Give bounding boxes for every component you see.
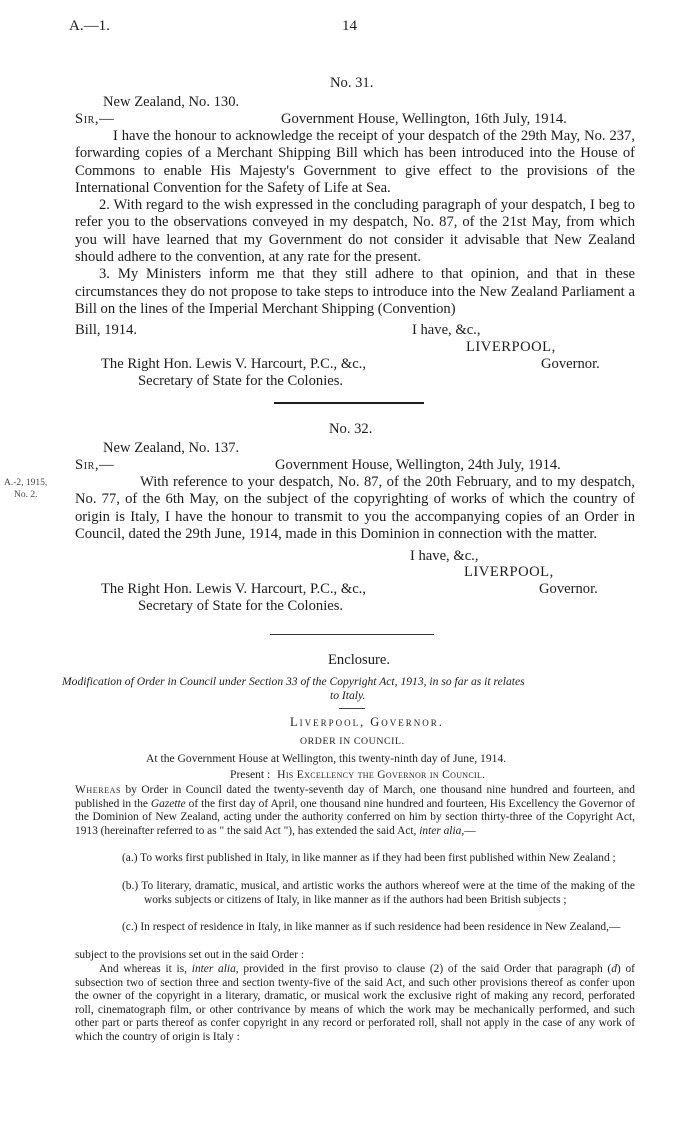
despatch-31-place-date: Government House, Wellington, 16th July, 1914. <box>281 111 567 127</box>
despatch-31-salutation: Sir,— <box>75 111 115 127</box>
gazette-word: Gazette <box>150 797 186 810</box>
despatch-32-salutation: Sir,— <box>75 457 115 473</box>
clause-a-label: (a.) <box>122 852 138 864</box>
section-divider-thick <box>274 402 424 404</box>
place-line: At the Government House at Wellington, this twenty-ninth day of June, 1914. <box>146 752 507 765</box>
margin-note-line-1: A.-2, 1915, <box>4 478 48 488</box>
despatch-31-body <box>75 128 635 318</box>
despatch-32-paragraph: With reference to your despatch, No. 87, of the 20th February, and to my despatch, No. 77, of the 6th May, on the subject of the copyrighting of works of which the country of origin is Italy, I have the honour to transmit to you the accompanying copies of an Order in Council, dated the 29th June, 1914, made in this Dominion in connection with the matter. <box>75 474 635 542</box>
whereas-lead: Whereas <box>75 784 122 796</box>
page-number: 14 <box>342 18 357 34</box>
despatch-31-reference: New Zealand, No. 130. <box>103 94 240 110</box>
clause-b-label: (b.) <box>122 880 139 892</box>
despatch-32-signature-title: Governor. <box>539 581 598 597</box>
despatch-31-signature: LIVERPOOL, <box>466 339 556 355</box>
second-text-a: And whereas it is, <box>99 963 192 975</box>
despatch-32-reference: New Zealand, No. 137. <box>103 440 240 456</box>
second-text-c: ) of subsection two of section three and section twenty-five of the said Act, and such other provisions thereof as confer upon the owner of the copyright in a literary, dramatic, or musical work the exclusive right of making any record, perforated roll, cinematograph film, or other contrivance by means of which the work may be mechanically performed, and such other part or parts thereof as confer copyright in any record or perforated roll, shall not apply in the case of any work of which the country of origin is Italy : <box>75 963 635 1043</box>
despatch-32-place-date: Government House, Wellington, 24th July, 1914. <box>275 457 561 473</box>
clause-c-label: (c.) <box>122 921 138 933</box>
governor-line: Liverpool, Governor. <box>290 715 444 729</box>
despatch-31-paragraph-2: 2. With regard to the wish expressed in the concluding paragraph of your despatch, I beg to refer you to the observations conveyed in my despatch, No. 87, of the 21st May, from which you will have learned that my Government do not consider it advisable that New Zealand should adhere to the convention, at any rate for the present. <box>75 197 635 266</box>
inter-alia: inter alia <box>419 824 462 837</box>
margin-note-line-2: No. 2. <box>14 490 38 500</box>
despatch-32-body <box>75 474 635 543</box>
despatch-32-addressee: The Right Hon. Lewis V. Harcourt, P.C., &c., <box>101 581 366 597</box>
margin-note <box>4 477 47 501</box>
clause-a-text: To works first published in Italy, in like manner as if they had been first published within New Zealand ; <box>140 852 616 864</box>
enclosure-subtitle-line-1: Modification of Order in Council under Section 33 of the Copyright Act, 1913, in so far as it relates <box>62 675 525 688</box>
second-paragraph-d: d <box>611 963 617 975</box>
whereas-text-c: ,— <box>461 824 476 837</box>
despatch-31-last-line: Bill, 1914. <box>75 322 138 338</box>
second-inter-alia: inter alia <box>191 963 236 975</box>
clause-c <box>122 921 635 935</box>
page-ref: A.—1. <box>69 18 110 34</box>
despatch-32-signature: LIVERPOOL, <box>464 564 554 580</box>
whereas-text-a: by Order in Council dated the twenty-seventh day of March, one thousand nine hundred and fourteen, and published in the <box>75 784 635 810</box>
second-text-b: , provided in the first proviso to clause (2) of the said Order that paragraph ( <box>235 963 612 975</box>
present-line <box>230 768 485 781</box>
despatch-31-closing: I have, &c., <box>412 322 481 338</box>
clause-c-text: In respect of residence in Italy, in like manner as if such residence had been residence in New Zealand,— <box>140 921 621 933</box>
enclosure-short-rule <box>339 708 365 709</box>
despatch-31-paragraph-1: I have the honour to acknowledge the receipt of your despatch of the 29th May, No. 237, forwarding copies of a Merchant Shipping Bill which has been introduced into the House of Commons to enable His Majesty's Government to give effect to the provisions of the International Convention for the Safety of Life at Sea. <box>75 128 635 196</box>
clause-a <box>122 852 635 866</box>
whereas-text-b: of the first day of April, one thousand nine hundred and fourteen, His Excellency the Governor of the Dominion of New Zealand, acting under the authority conferred on him by section thirty-three of the Copyright Act, 1913 (hereinafter referred to as " the said Act "), has extended the said Act, <box>75 797 635 837</box>
subject-line: subject to the provisions set out in the said Order : <box>75 949 305 961</box>
enclosure-subtitle-line-2: to Italy. <box>330 689 366 702</box>
present-label: Present : <box>230 768 271 781</box>
second-whereas-paragraph <box>75 963 635 1045</box>
despatch-32-closing: I have, &c., <box>410 548 479 564</box>
clause-b-text: To literary, dramatic, musical, and artistic works the authors whereof were at the time of the making of the works subjects or citizens of Italy, in like manner as if the authors had been British subjects ; <box>141 880 635 906</box>
despatch-32-addressee-title: Secretary of State for the Colonies. <box>138 598 344 614</box>
despatch-31-addressee-title: Secretary of State for the Colonies. <box>138 373 344 389</box>
clause-b <box>122 880 635 907</box>
whereas-paragraph <box>75 784 635 838</box>
despatch-31-number: No. 31. <box>330 75 374 91</box>
despatch-31-addressee: The Right Hon. Lewis V. Harcourt, P.C., &c., <box>101 356 366 372</box>
section-divider-thin <box>270 634 434 635</box>
despatch-32-number: No. 32. <box>329 421 373 437</box>
despatch-31-signature-title: Governor. <box>541 356 600 372</box>
enclosure-heading: Enclosure. <box>328 652 391 668</box>
order-title: ORDER IN COUNCIL. <box>300 736 405 747</box>
despatch-31-paragraph-3: 3. My Ministers inform me that they still adhere to that opinion, and that in these circumstances they do not propose to take steps to introduce into the New Zealand Parliament a Bill on the lines of the Imperial Merchant Shipping (Convention) <box>75 266 635 317</box>
present-value: His Excellency the Governor in Council. <box>277 768 486 781</box>
